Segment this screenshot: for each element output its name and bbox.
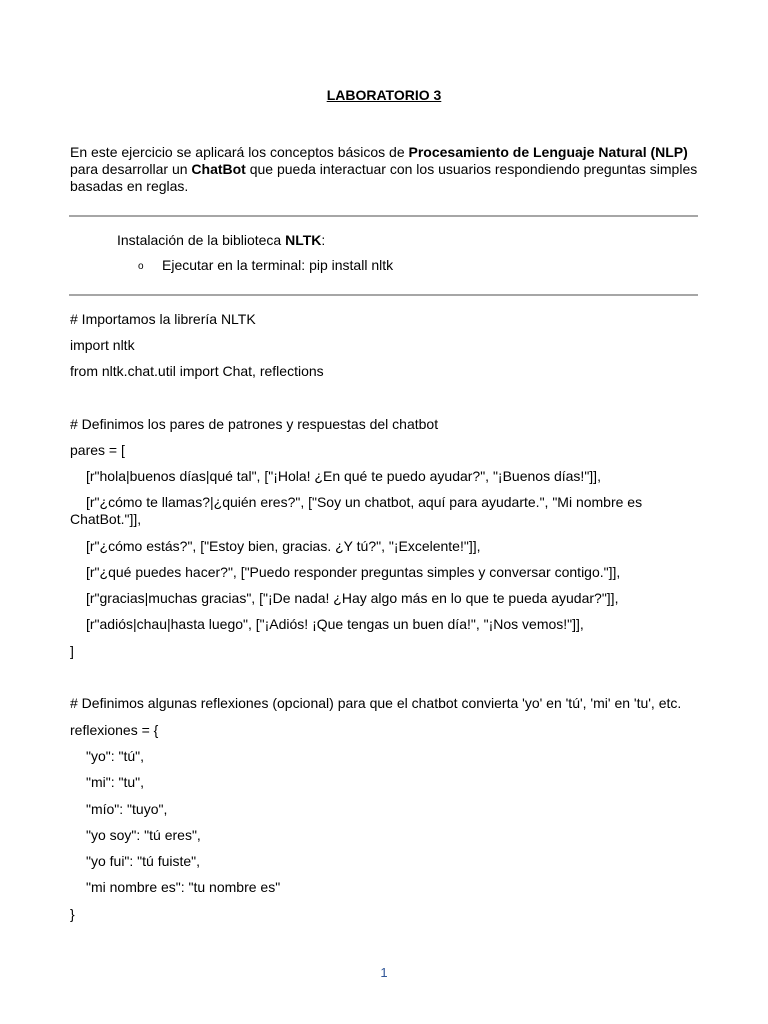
- intro-text-3: que pueda interactuar con los usuarios respondiendo preguntas simples basadas en reglas.: [70, 161, 698, 194]
- code-reflexiones-open: reflexiones = {: [70, 722, 159, 738]
- install-bullet-item: [138, 257, 393, 273]
- install-heading: [117, 232, 325, 248]
- code-reflexion-3: "mío": "tuyo",: [86, 801, 168, 817]
- intro-text-1: En este ejercicio se aplicará los conceptos básicos de: [70, 144, 409, 160]
- code-reflexion-5: "yo fui": "tú fuiste",: [86, 853, 201, 869]
- code-import-nltk: import nltk: [70, 337, 135, 353]
- intro-text-2: para desarrollar un: [70, 161, 192, 177]
- intro-paragraph: [70, 144, 710, 195]
- code-from-import: from nltk.chat.util import Chat, reflections: [70, 363, 324, 379]
- intro-bold-nlp: Procesamiento de Lenguaje Natural (NLP): [408, 144, 688, 160]
- code-pair-3: [r"¿cómo estás?", ["Estoy bien, gracias. ¿Y tú?", "¡Excelente!"]],: [86, 538, 481, 554]
- code-pair-6: [r"adiós|chau|hasta luego", ["¡Adiós! ¡Que tengas un buen día!", "¡Nos vemos!"]],: [86, 616, 584, 632]
- divider-bottom: [69, 294, 698, 296]
- code-reflexion-4: "yo soy": "tú eres",: [86, 827, 201, 843]
- install-bullet-text: Ejecutar en la terminal: pip install nltk: [162, 257, 394, 273]
- install-prefix: Instalación de la biblioteca: [117, 232, 286, 248]
- code-pares-close: ]: [70, 643, 74, 659]
- code-pair-2: [r"¿cómo te llamas?|¿quién eres?", ["Soy un chatbot, aquí para ayudarte.", "Mi nombre es ChatBot."]],: [70, 494, 643, 527]
- page-number: 1: [380, 965, 388, 980]
- intro-bold-chatbot: ChatBot: [191, 161, 246, 177]
- code-pair-4: [r"¿qué puedes hacer?", ["Puedo responder preguntas simples y conversar contigo."]],: [86, 564, 621, 580]
- code-comment-reflexiones: # Definimos algunas reflexiones (opcional) para que el chatbot convierta 'yo' en 'tú', 'mi' en 'tu', etc.: [70, 695, 682, 711]
- code-pares-open: pares = [: [70, 442, 125, 458]
- code-comment-import: # Importamos la librería NLTK: [70, 311, 256, 327]
- code-reflexiones-close: }: [70, 906, 75, 922]
- install-suffix: :: [321, 232, 326, 248]
- code-reflexion-1: "yo": "tú",: [86, 748, 145, 764]
- code-pair-1: [r"hola|buenos días|qué tal", ["¡Hola! ¿En qué te puedo ayudar?", "¡Buenos días!"]],: [86, 468, 601, 484]
- install-bold-nltk: NLTK: [285, 232, 322, 248]
- code-comment-pares: # Definimos los pares de patrones y respuestas del chatbot: [70, 416, 439, 432]
- code-reflexion-2: "mi": "tu",: [86, 774, 144, 790]
- code-pair-5: [r"gracias|muchas gracias", ["¡De nada! ¿Hay algo más en lo que te pueda ayudar?"]],: [86, 590, 619, 606]
- document-title: LABORATORIO 3: [326, 87, 442, 103]
- divider-top: [69, 215, 698, 217]
- code-reflexion-6: "mi nombre es": "tu nombre es": [86, 879, 281, 895]
- bullet-circle-icon: o: [138, 261, 144, 272]
